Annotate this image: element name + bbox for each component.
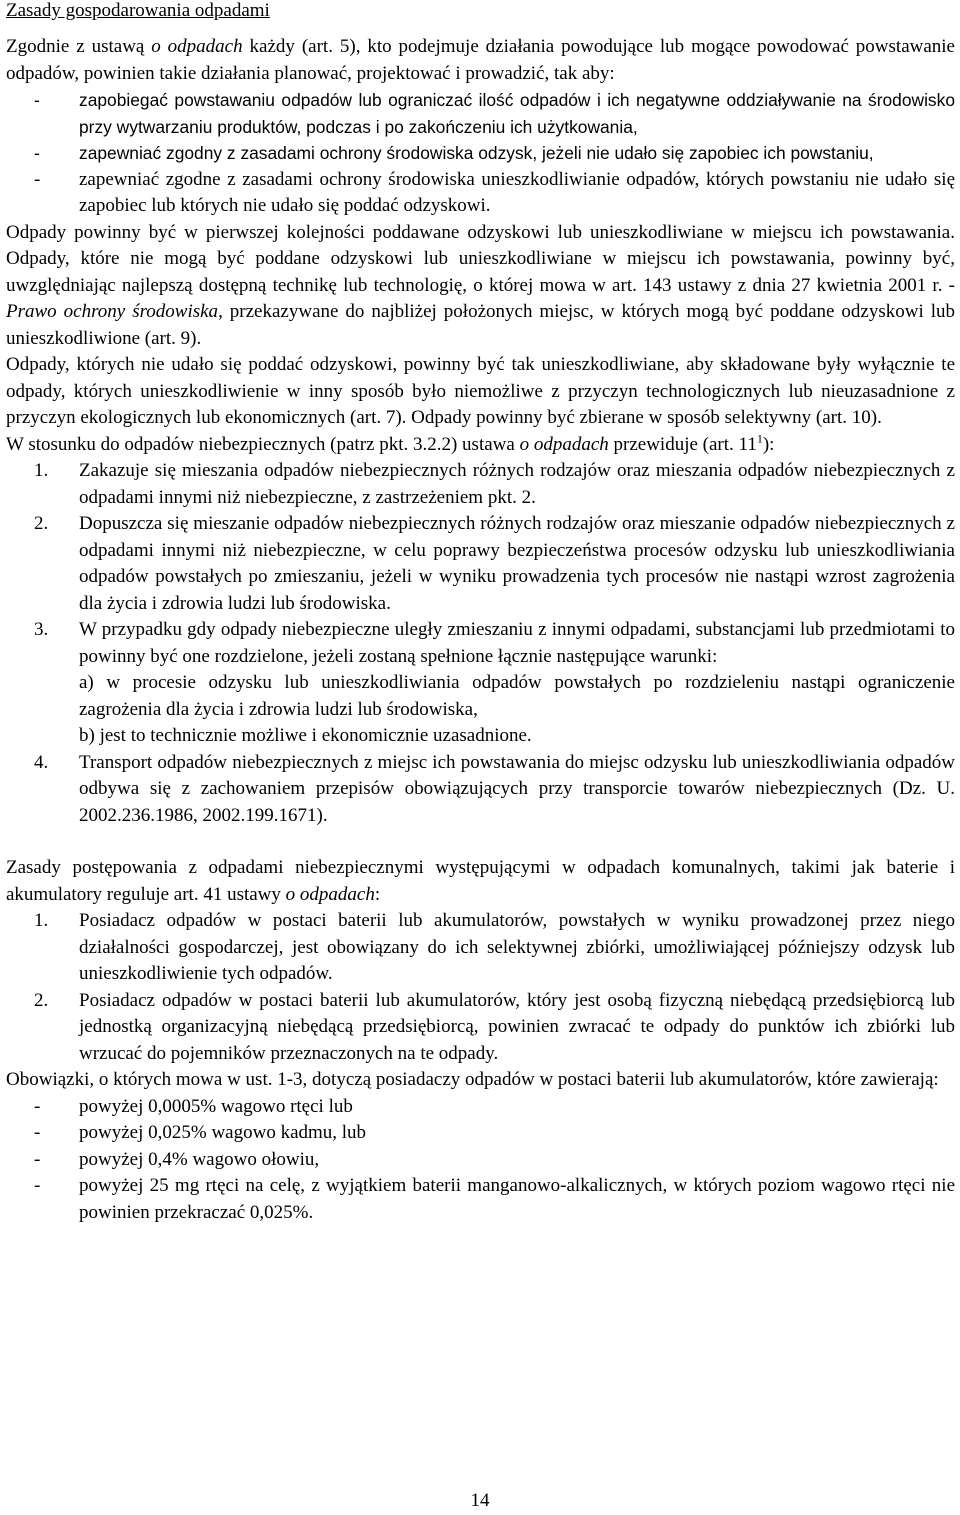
list-item-text: powyżej 25 mg rtęci na celę, z wyjątkiem baterii manganowo-alkalicznych, w których poziom wagowo rtęci nie powinien przekraczać 0,025%.: [79, 1175, 955, 1223]
dash-bullet: -: [34, 90, 40, 110]
art5-list: [6, 87, 955, 220]
list-number: 4.: [34, 751, 49, 773]
list-item: [6, 908, 955, 988]
list-number: 2.: [34, 989, 49, 1011]
list-item-text: Posiadacz odpadów w postaci baterii lub akumulatorów, powstałych w wyniku prowadzonej przez niego działalności gospodarczej, jest obowiązany do ich selektywnej zbiórki, umożliwiającej późniejszy odzysk lub unieszkodliwienie tych odpadów.: [79, 910, 955, 984]
law-name-italic: Prawo ochrony środowiska: [6, 301, 219, 322]
dash-bullet: -: [34, 1095, 41, 1117]
list-item-text: powyżej 0,0005% wagowo rtęci lub: [79, 1095, 353, 1117]
list-item: [6, 617, 955, 750]
list-item-text: zapobiegać powstawaniu odpadów lub ograniczać ilość odpadów i ich negatywne oddziaływanie na środowisko przy wytwarzaniu produktów, podczas i po zakończeniu ich użytkowania,: [79, 90, 955, 137]
list-number: 2.: [34, 513, 49, 534]
list-item-text: powyżej 0,025% wagowo kadmu, lub: [79, 1122, 367, 1143]
act-name-italic: o odpadach: [519, 433, 609, 455]
list-item: [6, 988, 955, 1068]
priority-text: Odpady powinny być w pierwszej kolejności poddawane odzyskowi lub unieszkodliwiane w miejscu ich powstawania. Odpady, które nie mogą być poddane odzyskowi lub unieszkodliwiane w miejscu ich powstawania, powinny być, uwzględniając najlepszą dostępną technikę lub technologię, o której mowa w art. 143 ustawy z dnia 27 kwietnia 2001 r. -: [6, 221, 955, 296]
act-name-italic: o odpadach: [285, 883, 375, 905]
list-item: [6, 167, 955, 220]
article-superscript: 1: [756, 431, 763, 446]
obligations-paragraph: Obowiązki, o których mowa w ust. 1-3, dotyczą posiadaczy odpadów w postaci baterii lub akumulatorów, które zawierają:: [6, 1069, 939, 1090]
list-item-text: zapewniać zgodne z zasadami ochrony środowiska unieszkodliwianie odpadów, których powstaniu nie udało się zapobiec lub których nie udało się poddać odzyskowi.: [79, 168, 955, 216]
batteries-intro-end: :: [374, 883, 381, 905]
list-number: 1.: [34, 910, 49, 931]
dash-bullet: -: [34, 1148, 41, 1170]
list-item: [6, 1120, 955, 1147]
spacer: [6, 829, 955, 855]
batteries-intro-text: Zasady postępowania z odpadami niebezpiecznymi występującymi w odpadach komunalnych, takimi jak baterie i akumulatory reguluje art. 41 ustawy: [6, 857, 955, 905]
list-item: [6, 458, 955, 511]
list-item-text: Transport odpadów niebezpiecznych z miejsc ich powstawania do miejsc odzysku lub unieszkodliwiania odpadów odbywa się z zachowaniem przepisów obowiązujących przy transporcie towarów niebezpiecznych (Dz. U. 2002.236.1986, 2002.199.1671).: [79, 751, 955, 826]
priority-paragraph: [6, 220, 955, 353]
intro-text-continued: każdy (art. 5), kto podejmuje działania powodujące lub mogące powodować powstawanie odpadów, powinien takie działania planować, projektować i prowadzić, tak aby:: [6, 36, 955, 84]
dash-bullet: -: [34, 168, 41, 190]
intro-text: Zgodnie z ustawą: [6, 36, 152, 57]
sub-item-b: b) jest to technicznie możliwe i ekonomicznie uzasadnione.: [79, 725, 532, 746]
list-item-text: Dopuszcza się mieszanie odpadów niebezpiecznych różnych rodzajów oraz mieszanie odpadów niebezpiecznych z odpadami innymi niż niebezpieczne, w celu poprawy bezpieczeństwa procesów odzysku lub unieszkodliwiania odpadów powstałych po zmieszaniu, jeżeli w wyniku prowadzenia tych procesów nie nastąpi wzrost zagrożenia dla życia i zdrowia ludzi lub środowiska.: [79, 513, 955, 614]
hazardous-intro-middle: przewiduje (art. 11: [608, 433, 757, 455]
act-name-italic: o odpadach: [151, 36, 243, 57]
list-item: [6, 511, 955, 617]
list-item: [6, 1094, 955, 1121]
list-item-text: powyżej 0,4% wagowo ołowiu,: [79, 1148, 320, 1170]
list-item: [6, 1147, 955, 1174]
list-item-text: W przypadku gdy odpady niebezpieczne uległy zmieszaniu z innymi odpadami, substancjami lub przedmiotami to powinny być one rozdzielone, jeżeli zostaną spełnione łącznie następujące warunki:: [79, 619, 955, 667]
obligations-list: [6, 1094, 955, 1227]
list-item-text: zapewniać zgodny z zasadami ochrony środowiska odzysk, jeżeli nie udało się zapobiec ich powstaniu,: [79, 143, 874, 163]
document-page: [6, 0, 955, 1226]
list-item: [6, 87, 955, 140]
dash-bullet: -: [34, 1122, 41, 1143]
hazardous-intro-end: ):: [762, 433, 775, 455]
priority-text-continued: , przekazywane do najbliżej położonych miejsc, w których mogą być poddane odzyskowi lub unieszkodliwione (art. 9).: [6, 301, 956, 349]
intro-paragraph: [6, 34, 955, 87]
hazardous-list: [6, 458, 955, 829]
list-number: 3.: [34, 619, 49, 640]
hazardous-intro-paragraph: [6, 432, 955, 459]
list-item: [6, 140, 955, 167]
section-title: Zasady gospodarowania odpadami: [6, 0, 270, 21]
list-item: [6, 750, 955, 830]
list-number: 1.: [34, 460, 49, 481]
hazardous-intro-text: W stosunku do odpadów niebezpiecznych (patrz pkt. 3.2.2) ustawa: [6, 433, 520, 455]
list-item-text: Zakazuje się mieszania odpadów niebezpiecznych różnych rodzajów oraz mieszania odpadów niebezpiecznych z odpadami innymi niż niebezpieczne, z zastrzeżeniem pkt. 2.: [79, 460, 955, 508]
dash-bullet: -: [34, 1175, 41, 1196]
batteries-intro-paragraph: [6, 855, 955, 908]
sub-item-a: a) w procesie odzysku lub unieszkodliwiania odpadów powstałych po rozdzieleniu nastąpi ograniczenie zagrożenia dla życia i zdrowia ludzi lub środowiska,: [79, 672, 955, 720]
list-item-text: Posiadacz odpadów w postaci baterii lub akumulatorów, który jest osobą fizyczną niebędącą przedsiębiorcą lub jednostką organizacyjną niebędącą przedsiębiorcą, powinien zwracać te odpady do punktów ich zbiórki lub wrzucać do pojemników przeznaczonych na te odpady.: [79, 989, 955, 1064]
list-item: [6, 1173, 955, 1226]
page-number: 14: [470, 1490, 490, 1511]
landfill-paragraph: Odpady, których nie udało się poddać odzyskowi, powinny być tak unieszkodliwiane, aby składowane były wyłącznie te odpady, których unieszkodliwienie w inny sposób było niemożliwe z przyczyn technologicznych lub nieuzasadnione z przyczyn ekologicznych lub ekonomicznych (art. 7). Odpady powinny być zbierane w sposób selektywny (art. 10).: [6, 354, 955, 428]
dash-bullet: -: [34, 143, 40, 163]
batteries-list: [6, 908, 955, 1067]
